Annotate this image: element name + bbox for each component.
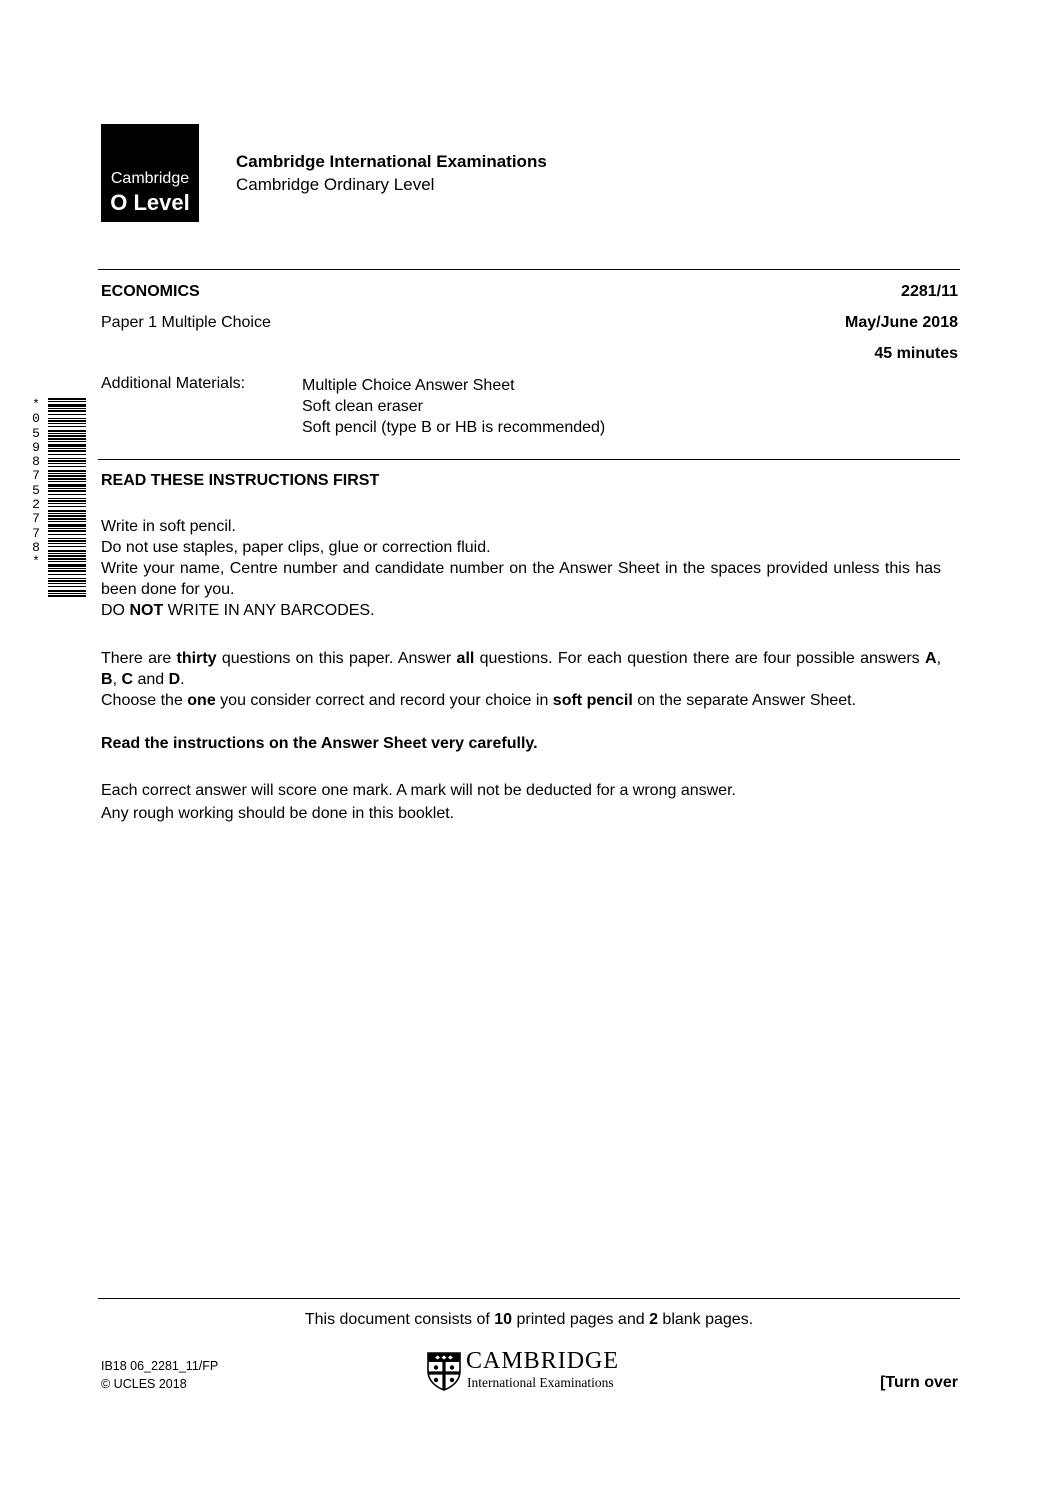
instruction-line: Each correct answer will score one mark. A mark will not be deducted for a wrong answer.: [101, 782, 736, 799]
instruction-line: Write in soft pencil.: [101, 518, 236, 535]
instructions-block-3: [101, 779, 941, 825]
paper-name: Paper 1 Multiple Choice: [101, 314, 271, 331]
barcode-icon: [48, 398, 86, 598]
instruction-line: DO NOT WRITE IN ANY BARCODES.: [101, 602, 375, 619]
barcode-digit: 2: [32, 497, 40, 513]
top-divider: [98, 269, 960, 270]
cambridge-logo-word: CAMBRIDGE: [466, 1348, 620, 1374]
materials-item: Multiple Choice Answer Sheet: [302, 377, 515, 394]
exam-session: May/June 2018: [845, 314, 958, 331]
materials-item: Soft clean eraser: [302, 398, 423, 415]
materials-label: Additional Materials:: [101, 375, 246, 392]
barcode-digit: 7: [32, 511, 40, 527]
turn-over-note: [Turn over: [880, 1374, 958, 1391]
instruction-line: Write your name, Centre number and candidate number on the Answer Sheet in the spaces provided unless this has been done for you.: [101, 560, 941, 598]
footer-divider: [98, 1298, 960, 1299]
instruction-line: There are thirty questions on this paper. Answer all questions. For each question there are four possible answers A, B, C and D.: [101, 650, 942, 688]
paper-code: 2281/11: [901, 283, 958, 300]
logo-line-cambridge: Cambridge: [110, 170, 190, 187]
barcode-digit: 0: [32, 411, 40, 427]
barcode-digit: 9: [32, 439, 40, 455]
logo-line-o-level: O Level: [110, 190, 190, 215]
instruction-line: Do not use staples, paper clips, glue or correction fluid.: [101, 539, 491, 556]
barcode-digits: [28, 398, 44, 598]
barcode-digit: 7: [32, 468, 40, 484]
board-name: Cambridge International Examinations: [236, 152, 547, 171]
instructions-divider: [98, 459, 960, 460]
cambridge-o-level-logo: [101, 124, 199, 222]
barcode-digit: 8: [32, 454, 40, 470]
page-count-note: This document consists of 10 printed pages and 2 blank pages.: [304, 1311, 754, 1328]
instruction-line: Choose the one you consider correct and record your choice in soft pencil on the separate Answer Sheet.: [101, 692, 857, 709]
barcode-digit: *: [32, 554, 40, 570]
barcode-digit: *: [32, 397, 40, 412]
instructions-block-2: [101, 648, 941, 711]
cambridge-logo-subtitle: International Examinations: [467, 1375, 614, 1390]
barcode-digit: 5: [32, 482, 40, 498]
materials-list: [302, 375, 605, 438]
barcode-digit: 8: [32, 539, 40, 555]
answer-sheet-notice: Read the instructions on the Answer Sheet very carefully.: [101, 735, 538, 752]
barcode-digit: 5: [32, 425, 40, 441]
materials-item: Soft pencil (type B or HB is recommended): [302, 419, 606, 436]
reference-code: IB18 06_2281_11/FP: [101, 1359, 219, 1373]
copyright: © UCLES 2018: [101, 1377, 187, 1391]
instruction-line: Any rough working should be done in this booklet.: [101, 805, 455, 822]
exam-duration: 45 minutes: [874, 345, 958, 362]
board-level: Cambridge Ordinary Level: [236, 175, 435, 194]
instructions-block-1: [101, 516, 941, 621]
instructions-heading: READ THESE INSTRUCTIONS FIRST: [101, 472, 380, 489]
cambridge-crest-icon: [426, 1351, 462, 1391]
subject-title: ECONOMICS: [101, 283, 200, 300]
barcode-digit: 7: [32, 525, 40, 541]
